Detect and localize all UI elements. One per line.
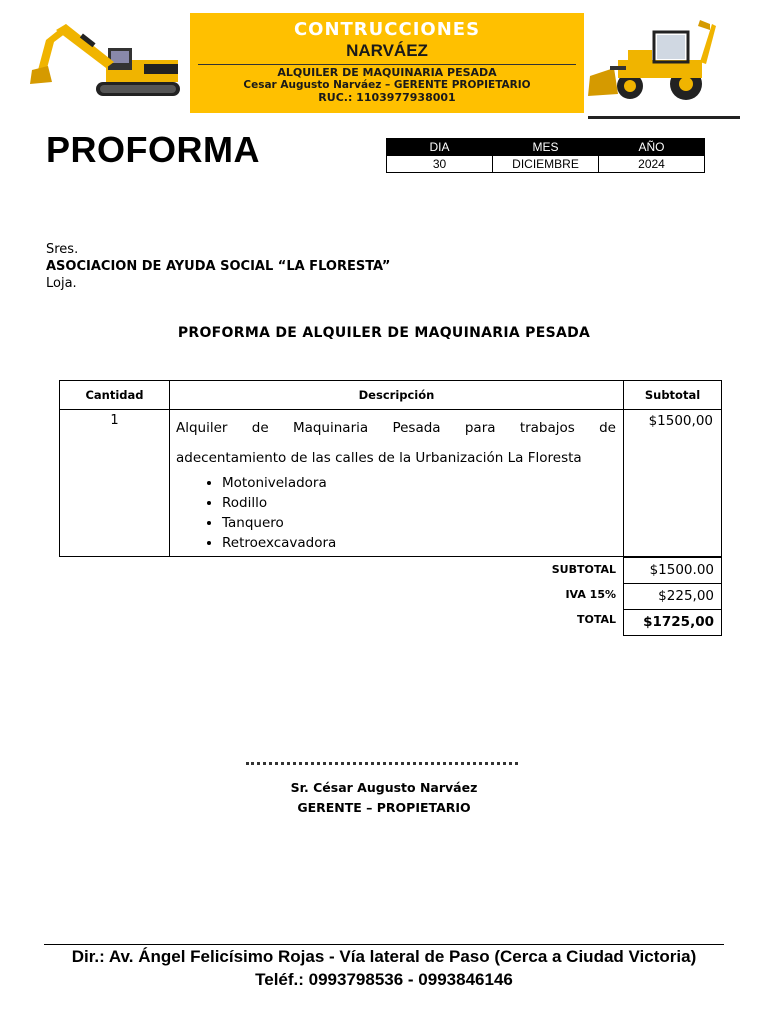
machinery-list — [176, 473, 616, 553]
footer-phone: Teléf.: 0993798536 - 0993846146 — [255, 970, 513, 989]
date-header-day: DIA — [387, 139, 493, 156]
excavator-image — [26, 18, 182, 100]
items-table — [59, 380, 722, 557]
iva-value: $225,00 — [624, 584, 721, 610]
date-header-year: AÑO — [599, 139, 705, 156]
company-name-line2: NARVÁEZ — [346, 41, 428, 60]
date-year: 2024 — [599, 156, 705, 173]
description-line1: Alquiler de Maquinaria Pesada para trabajos de — [176, 420, 616, 436]
page-title: PROFORMA — [46, 129, 260, 170]
iva-label: IVA 15% — [565, 588, 616, 601]
header-description: Descripción — [358, 388, 435, 402]
footer-address: Dir.: Av. Ángel Felicísimo Rojas - Vía lateral de Paso (Cerca a Ciudad Victoria) — [71, 947, 697, 966]
header-divider — [198, 64, 576, 65]
description-line2: adecentamiento de las calles de la Urbanización La Floresta — [176, 450, 582, 466]
recipient-name: ASOCIACION DE AYUDA SOCIAL “LA FLORESTA” — [46, 259, 391, 274]
salutation: Sres. — [46, 242, 79, 257]
document-title: PROFORMA DE ALQUILER DE MAQUINARIA PESADA — [177, 325, 591, 341]
recipient-city: Loja. — [46, 276, 77, 291]
date-day: 30 — [387, 156, 493, 173]
total-label: TOTAL — [576, 613, 616, 626]
company-header — [190, 13, 584, 113]
row-quantity: 1 — [110, 413, 119, 428]
row-amount: $1500,00 — [648, 413, 713, 429]
date-month: DICIEMBRE — [493, 156, 599, 173]
header-subtotal: Subtotal — [644, 388, 701, 402]
recipient-block — [46, 241, 390, 292]
company-service: ALQUILER DE MAQUINARIA PESADA — [277, 66, 497, 79]
backhoe-loader-image — [588, 18, 718, 106]
signer-role: GERENTE – PROPIETARIO — [297, 800, 471, 815]
date-table — [386, 138, 705, 173]
row-description — [176, 413, 616, 553]
list-item: • Motoniveladora — [222, 473, 616, 493]
subtotal-label: SUBTOTAL — [551, 563, 616, 576]
footer-divider — [44, 944, 724, 945]
subtotal-value: $1500.00 — [624, 558, 721, 584]
total-value: $1725,00 — [643, 614, 714, 630]
company-ruc: RUC.: 1103977938001 — [318, 91, 456, 104]
header-underline — [588, 116, 740, 119]
list-item: • Retroexcavadora — [222, 533, 616, 553]
signer-name: Sr. César Augusto Narváez — [290, 780, 478, 795]
signature-line — [246, 762, 518, 768]
company-name-line1: CONTRUCCIONES — [293, 19, 481, 40]
totals-box — [623, 557, 722, 636]
date-header-month: MES — [493, 139, 599, 156]
list-item: • Rodillo — [222, 493, 616, 513]
header-quantity: Cantidad — [85, 388, 144, 402]
company-owner: Cesar Augusto Narváez – GERENTE PROPIETARIO — [243, 79, 531, 91]
list-item: • Tanquero — [222, 513, 616, 533]
